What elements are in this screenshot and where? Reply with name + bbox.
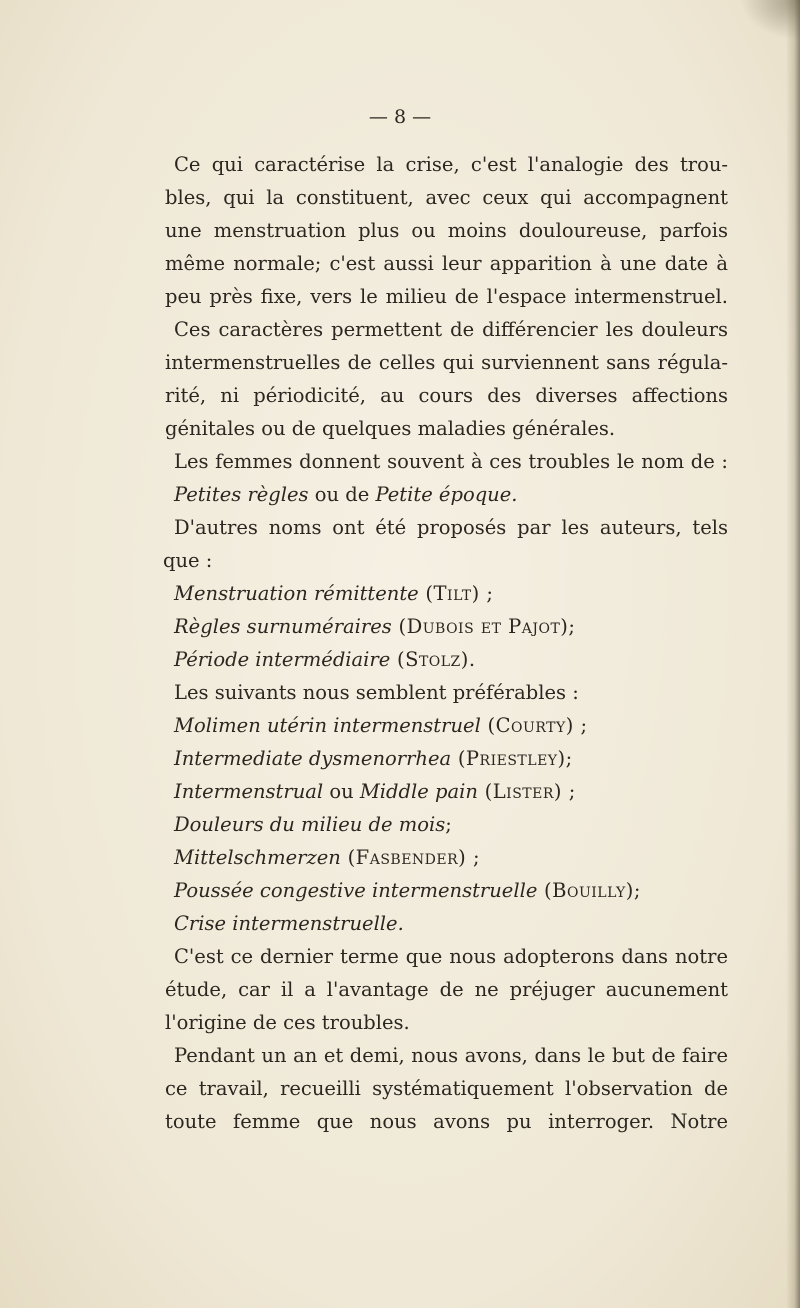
term-italic: Douleurs du milieu de mois xyxy=(174,813,446,836)
text-span: ; xyxy=(445,813,452,836)
text-line: peu près fixe, vers le milieu de l'espace intermenstruel. xyxy=(165,285,728,308)
text-line xyxy=(174,777,737,807)
text-line: intermenstruelles de celles qui surviennent sans régula- xyxy=(165,351,728,374)
text-line: ce travail, recueilli systématiquement l'observation de xyxy=(165,1077,728,1100)
term-italic: Poussée congestive intermenstruelle xyxy=(174,879,538,902)
page-edge-shadow xyxy=(786,0,800,1308)
text-line: Les suivants nous semblent préférables : xyxy=(174,681,579,704)
term-italic: Intermediate dysmenorrhea xyxy=(174,747,452,770)
text-line xyxy=(174,876,737,906)
text-line: même normale; c'est aussi leur apparition à une date à xyxy=(165,252,728,275)
page-corner-shadow xyxy=(740,0,800,40)
author-name: (Bouilly); xyxy=(537,879,641,902)
term-italic: Molimen utérin intermenstruel xyxy=(174,714,481,737)
text-line xyxy=(174,645,737,675)
text-line xyxy=(174,843,737,873)
text-line: Ces caractères permettent de différencier les douleurs xyxy=(174,318,728,341)
author-name: (Fasbender) ; xyxy=(340,846,481,869)
text-line xyxy=(174,612,737,642)
text-line: l'origine de ces troubles. xyxy=(165,1011,410,1034)
text-line: D'autres noms ont été proposés par les auteurs, tels xyxy=(174,516,728,539)
author-name: (Dubois et Pajot); xyxy=(391,615,576,638)
text-line: étude, car il a l'avantage de ne préjuger aucunement xyxy=(165,978,728,1001)
text-line xyxy=(174,579,737,609)
text-line: Ce qui caractérise la crise, c'est l'analogie des trou- xyxy=(174,153,728,176)
term-italic: Règles surnuméraires xyxy=(174,615,392,638)
text-line: Les femmes donnent souvent à ces troubles le nom de : xyxy=(174,450,728,473)
term-italic: Période intermédiaire xyxy=(174,648,391,671)
text-line xyxy=(174,909,737,939)
text-line: C'est ce dernier terme que nous adopterons dans notre xyxy=(174,945,728,968)
term-italic: Petites règles xyxy=(174,483,309,506)
text-line: génitales ou de quelques maladies générales. xyxy=(165,417,616,440)
text-span: ou de xyxy=(308,483,376,506)
author-name: (Stolz). xyxy=(390,648,476,671)
text-line: toute femme que nous avons pu interroger. Notre xyxy=(165,1110,728,1133)
author-name: (Courty) ; xyxy=(480,714,588,737)
term-italic: Petite époque. xyxy=(375,483,518,506)
text-span: ou xyxy=(323,780,360,803)
page-number: — 8 — xyxy=(368,106,432,128)
text-line: que : xyxy=(163,549,213,572)
text-line xyxy=(174,810,737,840)
text-line xyxy=(174,480,737,510)
text-line: une menstruation plus ou moins douloureuse, parfois xyxy=(165,219,728,242)
term-italic: Crise intermenstruelle. xyxy=(174,912,404,935)
text-line: rité, ni périodicité, au cours des diverses affections xyxy=(165,384,728,407)
term-italic: Middle pain xyxy=(359,780,478,803)
term-italic: Mittelschmerzen xyxy=(174,846,341,869)
author-name: (Priestley); xyxy=(451,747,573,770)
term-italic: Menstruation rémittente xyxy=(174,582,419,605)
text-line: Pendant un an et demi, nous avons, dans le but de faire xyxy=(174,1044,728,1067)
text-line: bles, qui la constituent, avec ceux qui accompagnent xyxy=(165,186,728,209)
text-line xyxy=(174,711,737,741)
term-italic: Intermenstrual xyxy=(174,780,324,803)
author-name: (Lister) ; xyxy=(477,780,576,803)
text-line xyxy=(174,744,737,774)
author-name: (Tilt) ; xyxy=(418,582,494,605)
